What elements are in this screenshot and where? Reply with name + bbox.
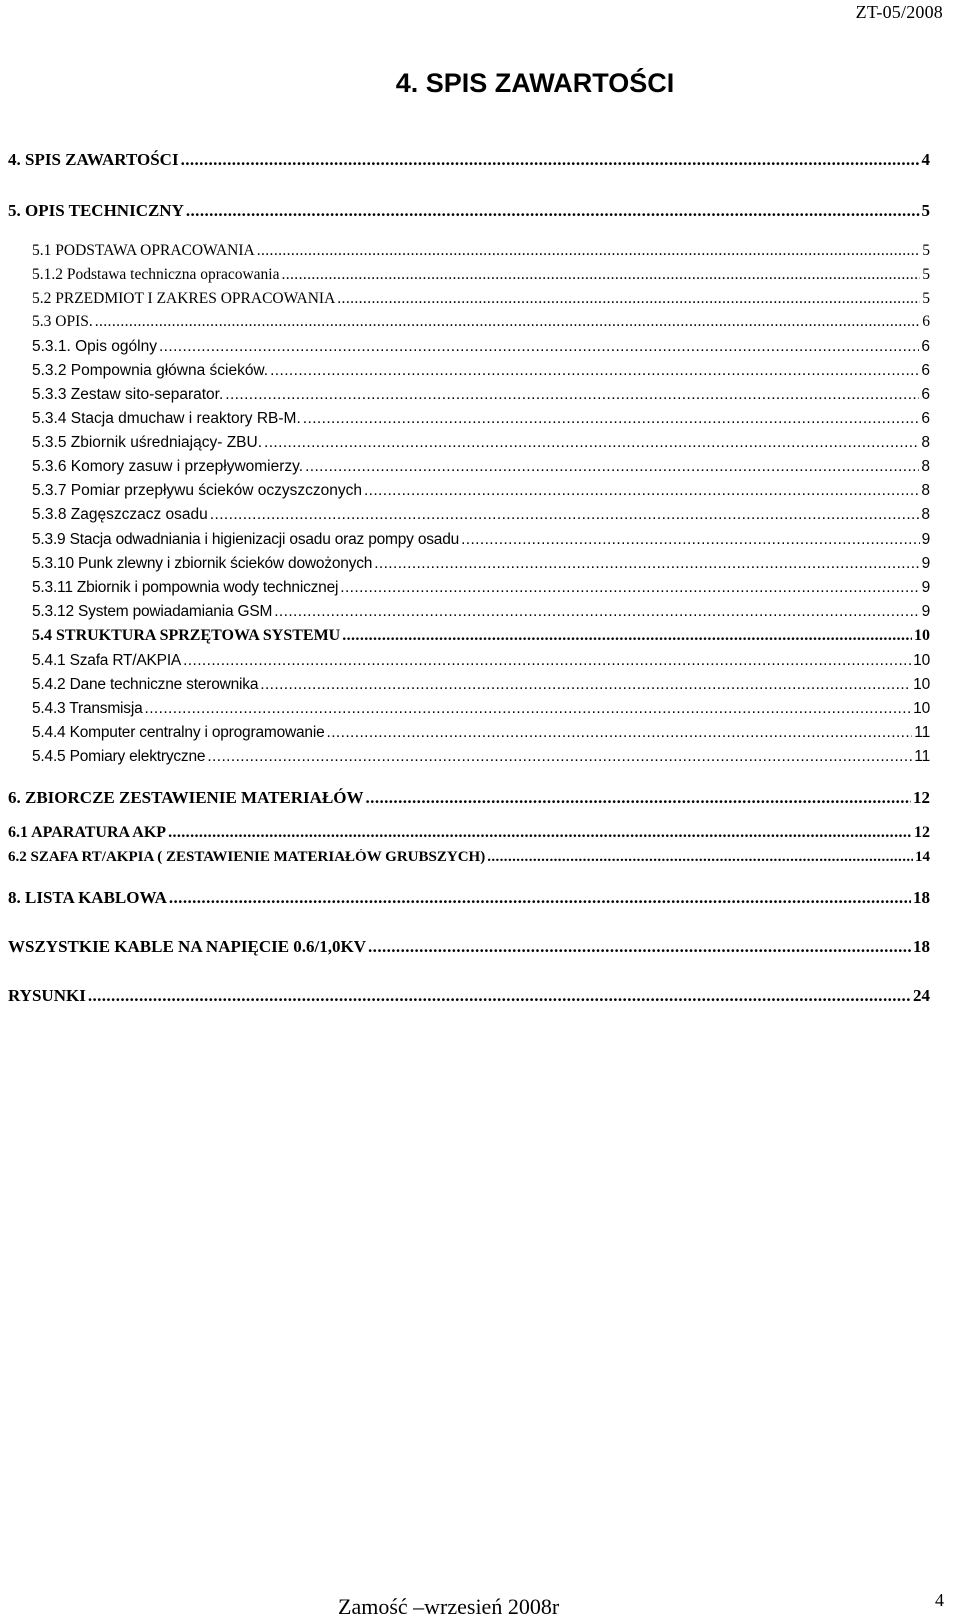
toc-entry-title: 5.1 PODSTAWA OPRACOWANIA bbox=[32, 242, 255, 259]
toc-entry-title: 5.2 PRZEDMIOT I ZAKRES OPRACOWANIA bbox=[32, 290, 336, 307]
toc-entry-title: 8. LISTA KABLOWA bbox=[8, 888, 167, 907]
toc-page-number: 8 bbox=[921, 506, 930, 523]
toc-entry-title: 5. OPIS TECHNICZNY bbox=[8, 201, 184, 220]
toc-page-number: 24 bbox=[913, 986, 930, 1005]
toc-entry[interactable] bbox=[32, 482, 930, 500]
toc-page-number: 12 bbox=[914, 824, 930, 841]
toc-leader-dots bbox=[305, 458, 919, 476]
toc-leader-dots bbox=[186, 201, 920, 221]
toc-page-number: 14 bbox=[915, 849, 930, 865]
toc-entry-title: 5.1.2 Podstawa techniczna opracowania bbox=[32, 266, 280, 283]
toc-entry-title: 5.3.4 Stacja dmuchaw i reaktory RB-M. bbox=[32, 410, 301, 427]
toc-entry[interactable] bbox=[8, 986, 930, 1006]
toc-entry-title: 5.3.1. Opis ogólny bbox=[32, 338, 157, 355]
toc-page-number: 9 bbox=[921, 579, 930, 596]
toc-entry-title: 5.4.1 Szafa RT/AKPIA bbox=[32, 652, 182, 669]
toc-entry-title: 5.3 OPIS. bbox=[32, 313, 93, 330]
toc-entry[interactable] bbox=[8, 937, 930, 957]
toc-leader-dots bbox=[340, 579, 919, 597]
toc-entry[interactable] bbox=[32, 652, 930, 670]
toc-leader-dots bbox=[366, 788, 911, 808]
toc-entry[interactable] bbox=[32, 579, 930, 597]
toc-entry-title: 5.3.3 Zestaw sito-separator. bbox=[32, 386, 224, 403]
toc-leader-dots bbox=[207, 748, 912, 766]
toc-entry[interactable] bbox=[32, 748, 930, 766]
toc-leader-dots bbox=[210, 506, 920, 524]
toc-entry[interactable] bbox=[32, 266, 930, 284]
toc-entry[interactable] bbox=[32, 242, 930, 260]
footer-page-number: 4 bbox=[935, 1590, 944, 1610]
toc-leader-dots bbox=[303, 410, 920, 428]
toc-leader-dots bbox=[88, 986, 911, 1006]
toc-page-number: 8 bbox=[921, 458, 930, 475]
toc-entry[interactable] bbox=[32, 338, 930, 356]
toc-page-number: 8 bbox=[921, 434, 930, 451]
toc-leader-dots bbox=[260, 676, 911, 694]
toc-page-number: 8 bbox=[921, 482, 930, 499]
toc-leader-dots bbox=[168, 824, 912, 842]
document-code: ZT-05/2008 bbox=[855, 2, 943, 22]
toc-entry[interactable] bbox=[32, 676, 930, 694]
toc-page-number: 6 bbox=[922, 313, 930, 330]
toc-entry[interactable] bbox=[32, 410, 930, 428]
toc-leader-dots bbox=[368, 937, 911, 957]
toc-leader-dots bbox=[461, 531, 920, 549]
toc-leader-dots bbox=[225, 386, 919, 404]
toc-entry[interactable] bbox=[8, 150, 930, 170]
toc-leader-dots bbox=[374, 555, 919, 573]
toc-entry-title: 6. ZBIORCZE ZESTAWIENIE MATERIAŁÓW bbox=[8, 788, 364, 807]
toc-entry-title: 5.4 STRUKTURA SPRZĘTOWA SYSTEMU bbox=[32, 627, 341, 644]
toc-leader-dots bbox=[257, 242, 921, 260]
toc-entry[interactable] bbox=[8, 849, 930, 866]
toc-entry[interactable] bbox=[32, 700, 930, 718]
toc-entry-title: RYSUNKI bbox=[8, 986, 86, 1005]
toc-page-number: 5 bbox=[922, 266, 930, 283]
toc-page-number: 9 bbox=[921, 603, 930, 620]
toc-leader-dots bbox=[95, 313, 921, 331]
toc-leader-dots bbox=[487, 849, 913, 866]
toc-entry[interactable] bbox=[32, 313, 930, 331]
toc-leader-dots bbox=[342, 627, 912, 645]
toc-entry[interactable] bbox=[32, 458, 930, 476]
toc-page-number: 10 bbox=[914, 627, 930, 644]
toc-leader-dots bbox=[264, 434, 919, 452]
toc-entry-title: WSZYSTKIE KABLE NA NAPIĘCIE 0.6/1,0KV bbox=[8, 937, 367, 956]
toc-leader-dots bbox=[183, 652, 911, 670]
toc-entry-title: 5.3.5 Zbiornik uśredniający- ZBU. bbox=[32, 434, 263, 451]
toc-leader-dots bbox=[270, 362, 919, 380]
toc-entry-title: 5.3.10 Punk zlewny i zbiornik ścieków dowożonych bbox=[32, 555, 373, 572]
toc-leader-dots bbox=[281, 266, 920, 284]
toc-entry[interactable] bbox=[32, 555, 930, 573]
toc-leader-dots bbox=[145, 700, 912, 718]
toc-entry[interactable] bbox=[32, 724, 930, 742]
toc-entry-title: 5.3.6 Komory zasuw i przepływomierzy. bbox=[32, 458, 304, 475]
toc-entry-title: 6.1 APARATURA AKP bbox=[8, 824, 167, 841]
toc-page-number: 9 bbox=[921, 555, 930, 572]
toc-entry[interactable] bbox=[8, 888, 930, 908]
toc-page-number: 11 bbox=[914, 748, 930, 765]
toc-page-number: 18 bbox=[913, 937, 930, 956]
toc-page-number: 6 bbox=[921, 362, 930, 379]
toc-leader-dots bbox=[169, 888, 911, 908]
toc-entry[interactable] bbox=[32, 290, 930, 308]
toc-page-number: 5 bbox=[922, 290, 930, 307]
toc-page-number: 12 bbox=[913, 788, 930, 807]
toc-entry[interactable] bbox=[32, 386, 930, 404]
toc-entry[interactable] bbox=[8, 788, 930, 808]
toc-leader-dots bbox=[327, 724, 913, 742]
toc-entry-title: 5.3.2 Pompownia główna ścieków. bbox=[32, 362, 269, 379]
toc-page-number: 11 bbox=[914, 724, 930, 741]
toc-page-number: 10 bbox=[913, 700, 930, 717]
toc-page-number: 9 bbox=[921, 531, 930, 548]
toc-page-number: 18 bbox=[913, 888, 930, 907]
toc-page-number: 5 bbox=[921, 201, 930, 220]
toc-entry-title: 5.4.2 Dane techniczne sterownika bbox=[32, 676, 259, 693]
toc-page-number: 10 bbox=[913, 676, 930, 693]
toc-page-number: 6 bbox=[921, 338, 930, 355]
toc-entry[interactable] bbox=[32, 434, 930, 452]
toc-entry-title: 5.3.11 Zbiornik i pompownia wody technicznej bbox=[32, 579, 339, 596]
toc-entry[interactable] bbox=[32, 362, 930, 380]
toc-entry[interactable] bbox=[32, 506, 930, 524]
toc-leader-dots bbox=[181, 150, 920, 170]
toc-entry-title: 5.3.12 System powiadamiania GSM bbox=[32, 603, 273, 620]
toc-leader-dots bbox=[337, 290, 920, 308]
toc-page-number: 4 bbox=[921, 150, 930, 169]
toc-entry-title: 5.3.8 Zagęszczacz osadu bbox=[32, 506, 208, 523]
toc-entry-title: 5.4.5 Pomiary elektryczne bbox=[32, 748, 206, 765]
toc-entry[interactable] bbox=[32, 531, 930, 549]
toc-entry[interactable] bbox=[32, 627, 930, 645]
footer-place-date: Zamość –wrzesień 2008r bbox=[338, 1594, 560, 1619]
toc-entry-title: 5.3.9 Stacja odwadniania i higienizacji osadu oraz pompy osadu bbox=[32, 531, 460, 548]
toc-entry-title: 5.4.4 Komputer centralny i oprogramowanie bbox=[32, 724, 325, 741]
toc-leader-dots bbox=[159, 338, 919, 356]
toc-entry-title: 5.3.7 Pomiar przepływu ścieków oczyszczonych bbox=[32, 482, 362, 499]
toc-entry-title: 5.4.3 Transmisja bbox=[32, 700, 143, 717]
toc-entry-title: 4. SPIS ZAWARTOŚCI bbox=[8, 150, 179, 169]
toc-page-number: 6 bbox=[921, 410, 930, 427]
toc-leader-dots bbox=[274, 603, 919, 621]
toc-page-number: 5 bbox=[922, 242, 930, 259]
toc-page-number: 6 bbox=[921, 386, 930, 403]
toc-entry[interactable] bbox=[32, 603, 930, 621]
toc-page-number: 10 bbox=[913, 652, 930, 669]
toc-entry[interactable] bbox=[8, 201, 930, 221]
toc-entry-title: 6.2 SZAFA RT/AKPIA ( ZESTAWIENIE MATERIAŁÓW GRUBSZYCH) bbox=[8, 849, 486, 865]
page-title: 4. SPIS ZAWARTOŚCI bbox=[395, 68, 675, 98]
toc-entry[interactable] bbox=[8, 824, 930, 842]
toc-leader-dots bbox=[364, 482, 919, 500]
